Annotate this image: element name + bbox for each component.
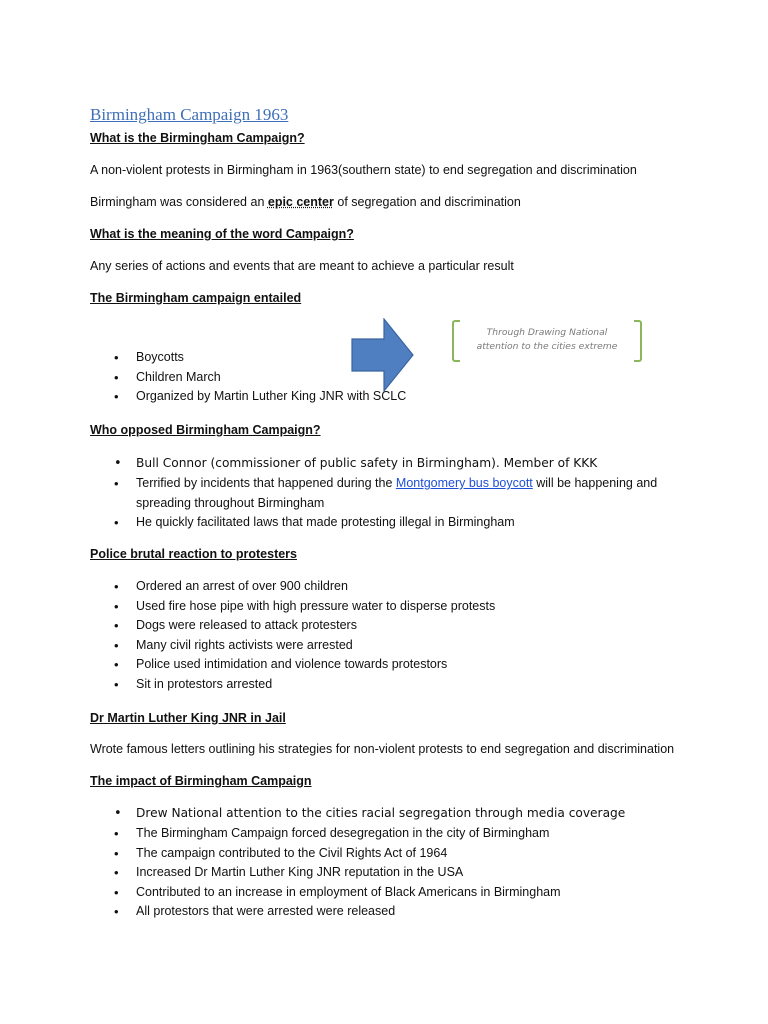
list-item: • Dogs were released to attack protesters	[90, 616, 690, 636]
list-item: • Children March	[90, 368, 690, 388]
para-definition: A non-violent protests in Birmingham in 1963(southern state) to end segregation and discrimination	[90, 163, 637, 177]
list-item: • Organized by Martin Luther King JNR with SCLC	[90, 387, 690, 407]
list-item-text-before: Terrified by incidents that happened during the	[136, 476, 396, 490]
page-title: Birmingham Campaign 1963	[90, 105, 289, 124]
callout-text: Through Drawing National attention to the cities extreme	[476, 327, 618, 352]
list-item: • He quickly facilitated laws that made protesting illegal in Birmingham	[90, 513, 690, 533]
callout-box	[452, 320, 642, 360]
list-item-text-after: will be happening and spreading throughout Birmingham	[136, 476, 658, 510]
list-item: • Increased Dr Martin Luther King JNR reputation in the USA	[90, 863, 690, 883]
list-item: • All protestors that were arrested were released	[90, 902, 690, 922]
impact-list	[90, 803, 690, 922]
heading-police: Police brutal reaction to protesters	[90, 547, 297, 561]
para-jail: Wrote famous letters outlining his strategies for non-violent protests to end segregation and discrimination	[90, 742, 675, 756]
list-item: • Police used intimidation and violence towards protestors	[90, 655, 690, 675]
list-item: • Sit in protestors arrested	[90, 675, 690, 695]
list-item: • Drew National attention to the cities racial segregation through media coverage	[90, 803, 690, 824]
para-meaning: Any series of actions and events that are meant to achieve a particular result	[90, 259, 514, 273]
heading-meaning-text: What is the meaning of the word Campaign	[90, 227, 347, 241]
term-epic-center: epic center	[267, 195, 334, 209]
heading-impact: The impact of Birmingham Campaign	[90, 774, 312, 788]
list-item: • The campaign contributed to the Civil Rights Act of 1964	[90, 844, 690, 864]
right-arrow-icon	[351, 318, 415, 392]
heading-meaning-question-mark: ?	[346, 227, 354, 241]
heading-what-is-campaign: What is the Birmingham Campaign?	[90, 131, 305, 145]
list-item: • Many civil rights activists were arrested	[90, 636, 690, 656]
heading-jail: Dr Martin Luther King JNR in Jail	[90, 711, 286, 725]
heading-entailed: The Birmingham campaign entailed	[90, 291, 302, 305]
para-epic-center-after: of segregation and discrimination	[333, 195, 521, 209]
heading-opposed: Who opposed Birmingham Campaign?	[90, 423, 321, 437]
para-epic-center	[90, 195, 521, 209]
police-list	[90, 577, 690, 695]
list-item: • Bull Connor (commissioner of public safety in Birmingham). Member of KKK	[90, 453, 690, 474]
list-item: • The Birmingham Campaign forced desegregation in the city of Birmingham	[90, 824, 690, 844]
callout-bracket-left	[452, 320, 460, 362]
callout-bracket-right	[634, 320, 642, 362]
list-item: • Contributed to an increase in employment of Black Americans in Birmingham	[90, 883, 690, 903]
para-epic-center-before: Birmingham was considered an	[90, 195, 268, 209]
list-item: • Used fire hose pipe with high pressure water to disperse protests	[90, 597, 690, 617]
list-item	[90, 474, 690, 513]
montgomery-bus-boycott-link[interactable]: Montgomery bus boycott	[395, 476, 533, 490]
heading-meaning	[90, 227, 354, 241]
list-item: • Boycotts	[90, 348, 690, 368]
list-item: • Ordered an arrest of over 900 children	[90, 577, 690, 597]
opposed-list	[90, 453, 690, 533]
